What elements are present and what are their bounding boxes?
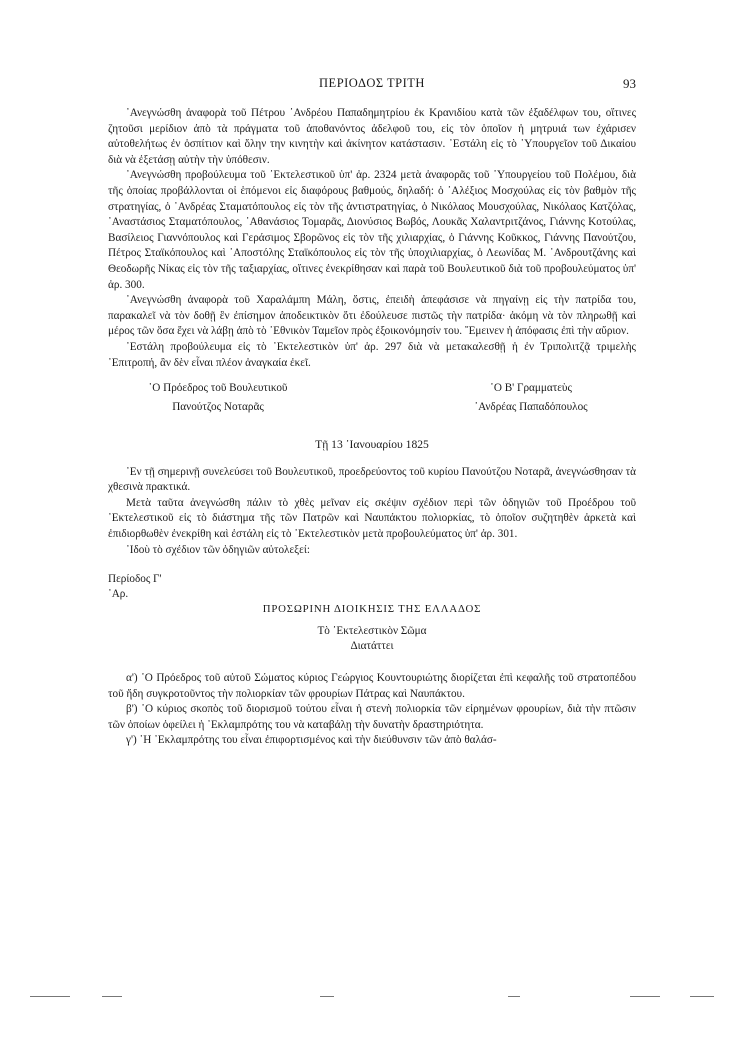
paragraph: ᾿Ανεγνώσθη ἀναφορὰ τοῦ Πέτρου ᾿Ανδρέου Παπαδημητρίου ἐκ Κρανιδίου κατὰ τῶν ἐξαδέλφων του, οἵτινες ζητοῦσι μερίδιον ἀπὸ τὰ πράγματα τοῦ ἀποθανόντος ἀδελφοῦ του, εἰς τὸν ὁποῖον ἡ μητρυιά των ἐχάρισεν αὐτοθελήτως ἐν ὀσπίτιον καὶ ὅλην την κινητὴν καὶ ἀκίνητον κατάστασιν. ᾿Εστάλη εἰς τὸ ῾Υπουργεῖον τοῦ Δικαίου διὰ νὰ ἐξετάσῃ αὐτὴν τὴν ὑπόθεσιν. bbox=[108, 107, 636, 166]
government-heading: ΠΡΟΣΩΡΙΝΗ ΔΙΟΙΚΗΣΙΣ ΤΗΣ ΕΛΛΑΔΟΣ bbox=[262, 603, 482, 616]
paragraph: Μετὰ ταῦτα ἀνεγνώσθη πάλιν τὸ χθὲς μεῖναν εἰς σκέψιν σχέδιον περὶ τῶν ὁδηγιῶν τοῦ Προέδρου τοῦ ᾿Εκτελεστικοῦ εἰς τὸ διάστημα τῆς τῶν Πατρῶν καὶ Ναυπάκτου πολιορκίας, τὸ ὁποῖον συζητηθὲν ἀρκετὰ καὶ ἐπιδιορθωθὲν ἐνεκρίθη καὶ ἐστάλη εἰς τὸ ᾿Εκτελεστικὸν μετὰ προβουλεύματος ὑπ' ἀρ. 301. bbox=[108, 496, 636, 541]
running-head: ΠΕΡΙΟΔΟΣ ΤΡΙΤΗ bbox=[319, 76, 425, 90]
paragraph: ᾿Εν τῇ σημερινῇ συνελεύσει τοῦ Βουλευτικοῦ, προεδρεύοντος τοῦ κυρίου Πανούτζου Νοταρᾶ, ἀνεγνώσθησαν τὰ χθεσινὰ πρακτικά. bbox=[108, 465, 636, 494]
paragraph: ᾿Εστάλη προβούλευμα εἰς τὸ ᾿Εκτελεστικὸν ὑπ' ἀρ. 297 διὰ νὰ μετακαλεσθῇ ἡ ἐν Τριπολιτζᾷ τριμελὴς ᾿Επιτροπή, ἂν δὲν εἶναι πλέον ἀναγκαία ἐκεῖ. bbox=[108, 340, 636, 369]
article: β') ῾Ο κύριος σκοπὸς τοῦ διορισμοῦ τούτου εἶναι ἡ στενὴ πολιορκία τῶν εἰρημένων φρουρίων, διὰ τὴν πτῶσιν τῶν ὁποίων ὀφείλει ἡ ᾿Εκλαμπρότης του νὰ καταβάλῃ τὴν δυνατὴν δραστηριότητα. bbox=[108, 703, 636, 731]
date-heading: Τῇ 13 ᾿Ιανουαρίου 1825 bbox=[315, 438, 429, 452]
paragraph: ᾿Ανεγνώσθη προβούλευμα τοῦ ᾿Εκτελεστικοῦ ὑπ' ἀρ. 2324 μετὰ ἀναφορᾶς τοῦ ῾Υπουργείου τοῦ Πολέμου, διὰ τῆς ὁποίας προβάλλονται οἱ ἑπόμενοι εἰς διαφόρους βαθμούς, δηλαδή: ὁ ᾿Αλέξιος Μοσχούλας εἰς τὸν βαθμὸν τῆς στρατηγίας, ὁ ᾿Ανδρέας Σταματόπουλος εἰς τὸν τῆς ἀντιστρατηγίας, ὁ Νικόλαος Μουσχούλας, Νικόλαος Κατζόλας, ᾿Αναστάσιος Σταματόπουλος, ᾿Αθανάσιος Τομαρᾶς, Διονύσιος Βωβός, Λουκᾶς Χαλαντριτζάνος, Γιάννης Κοτούλας, Βασίλειος Γιαννόπουλος καὶ Γεράσιμος Σβορῶνος εἰς τὸν τῆς χιλιαρχίας, ὁ Γιάννης Κοῦκκος, Γιάννης Πανούτζου, Πέτρος Σταϊκόπουλος καὶ ᾿Αποστόλης Σταϊκόπουλος εἰς τὸν τῆς ὑποχιλιαρχίας, ὁ Λεωνίδας Μ. ᾿Ανδρουτζάνης καὶ Θεοδωρῆς Νίκας εἰς τὸν τῆς ταξιαρχίας, οἵτινες ἐνεκρίθησαν καὶ παρὰ τοῦ Βουλευτικοῦ διὰ τοῦ προβουλεύματος ὑπ' ἀρ. 300. bbox=[108, 169, 636, 291]
article: γ') ῾Η ᾿Εκλαμπρότης του εἶναι ἐπιφορτισμένος καὶ τὴν διεύθυνσιν τῶν ἀπὸ θαλάσ- bbox=[126, 734, 497, 747]
executive-body-heading: Τὸ ᾿Εκτελεστικὸν Σῶμα bbox=[317, 624, 427, 637]
signature-title: ῾Ο Β' Γραμματεὺς bbox=[490, 382, 572, 395]
signature-title: ῾Ο Πρόεδρος τοῦ Βουλευτικοῦ bbox=[148, 382, 288, 395]
secretary-signature bbox=[446, 379, 616, 417]
article: α') ῾Ο Πρόεδρος τοῦ αὐτοῦ Σώματος κύριος Γεώργιος Κουντουριώτης διορίζεται ἐπὶ κεφαλῆς τοῦ στρατοπέδου τοῦ ἤδη συγκροτοῦντος τὴν πολιορκίαν τῶν φρουρίων Πάτρας καὶ Ναυπάκτου. bbox=[108, 672, 636, 700]
paragraph: ᾿Ανεγνώσθη ἀναφορὰ τοῦ Χαραλάμπη Μάλη, ὅστις, ἐπειδὴ ἀπεφάσισε νὰ πηγαίνῃ εἰς τὴν πατρίδα του, παρακαλεῖ νὰ τὸν δοθῇ ἓν ἐπίσημον ἀποδεικτικὸν ὅτι ἐδούλευσε πιστῶς τὴν πατρίδα· ἀκόμη νὰ τὸν πληρωθῇ καὶ μέρος τῶν ὅσα ἔχει νὰ λάβῃ ἀπὸ τὸ ᾿Εθνικὸν Ταμεῖον πρὸς ἐξοικονόμησίν του. ῎Εμεινεν ἡ ἀπόφασις ἐπὶ τὴν αὔριον. bbox=[108, 294, 636, 338]
president-signature bbox=[108, 379, 318, 417]
paragraph: ᾿Ιδοὺ τὸ σχέδιον τῶν ὁδηγιῶν αὐτολεξεί: bbox=[126, 543, 310, 556]
scan-edge-marks bbox=[30, 996, 720, 1000]
scan-mark bbox=[30, 996, 70, 997]
signature-block bbox=[108, 379, 636, 417]
signature-name: ᾿Ανδρέας Παπαδόπουλος bbox=[474, 401, 588, 414]
decree-period: Περίοδος Γ' bbox=[108, 573, 162, 586]
page-header bbox=[108, 76, 636, 96]
scan-mark bbox=[690, 996, 714, 997]
scan-mark bbox=[320, 996, 334, 997]
scan-mark bbox=[508, 996, 520, 997]
decrees-heading: Διατάττει bbox=[350, 640, 394, 653]
decree-number: ᾿Αρ. bbox=[108, 588, 129, 601]
scan-mark bbox=[102, 996, 122, 997]
signature-name: Πανούτζος Νοταρᾶς bbox=[172, 401, 264, 414]
page-body bbox=[108, 106, 636, 749]
decree-header bbox=[108, 572, 636, 602]
scan-mark bbox=[630, 996, 660, 997]
page-number: 93 bbox=[623, 76, 636, 91]
